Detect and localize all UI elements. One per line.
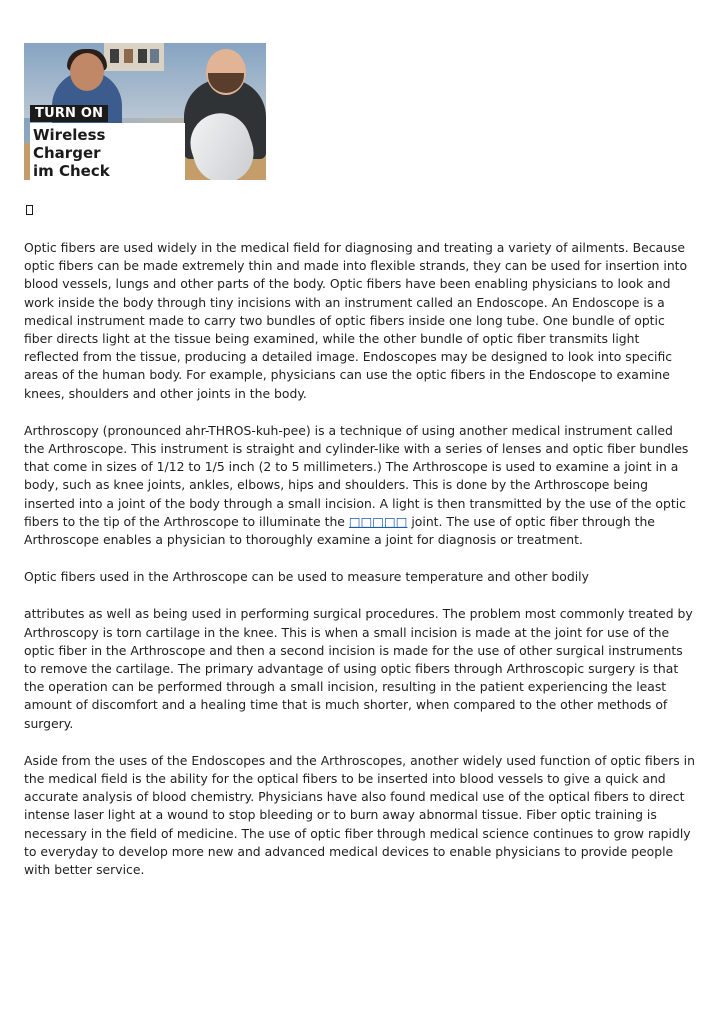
paragraph-3: Optic fibers used in the Arthroscope can be used to measure temperature and other bodily — [24, 569, 589, 585]
hero-tag-title — [30, 123, 185, 180]
paragraph-4: attributes as well as being used in performing surgical procedures. The problem most commonly treated by Arthroscopy is torn cartilage in the knee. This is when a small incision is made at the joint for use of the optic fiber in the Arthroscope and then a second incision is made for the use of other surgical instruments to remove the cartilage. The primary advantage of using optic fibers through Arthroscopic surgery is that the operation can be performed through a small incision, resulting in the patient experiencing the least amount of discomfort and a healing time that is much shorter, when compared to the other methods of surgery. — [24, 606, 693, 731]
article-body — [24, 239, 696, 898]
inline-link[interactable]: □□□□□ — [348, 513, 408, 529]
missing-glyph-icon — [26, 205, 33, 215]
hero-tag-title-line2: im Check — [33, 162, 110, 180]
hero-tag-title-line1: Wireless Charger — [33, 126, 106, 162]
paragraph-2-before: Arthroscopy (pronounced ahr-THROS-kuh-pee) is a technique of using another medical instrument called the Arthroscope. This instrument is straight and cylinder-like with a series of lenses and optic fiber bundles that come in sizes of 1/12 to 1/5 inch (2 to 5 millimeters.) The Arthroscope is used to examine a joint in a body, such as knee joints, ankles, elbows, hips and shoulders. This is done by the Arthroscope being inserted into a joint of the body through a small incision. A light is then transmitted by the use of the optic fibers to the tip of the Arthroscope to illuminate the — [24, 422, 689, 529]
hero-shelf — [104, 43, 164, 71]
hero-tag-turn-on: TURN ON — [30, 105, 108, 122]
paragraph-2-after: joint. The use of optic fiber through the Arthroscope enables a physician to thoroughly examine a joint for diagnosis or treatment. — [24, 513, 655, 548]
paragraph-2 — [24, 422, 696, 549]
paragraph-1: Optic fibers are used widely in the medical field for diagnosing and treating a variety of ailments. Because optic fibers can be made extremely thin and made into flexible strands, they can be used for insertion into blood vessels, lungs and other parts of the body. Optic fibers have been enabling physicians to look and work inside the body through tiny incisions with an instrument called an Endoscope. An Endoscope is a medical instrument made to carry two bundles of optic fibers inside one long tube. One bundle of optic fiber directs light at the tissue being examined, while the other bundle of optic fiber transmits light reflected from the tissue, producing a detailed image. Endoscopes may be designed to look into specific areas of the human body. For example, physicians can use the optic fibers in the Endoscope to examine knees, shoulders and other joints in the body. — [24, 240, 688, 401]
paragraph-5: Aside from the uses of the Endoscopes and the Arthroscopes, another widely used function of optic fibers in the medical field is the ability for the optical fibers to be inserted into blood vessels to give a quick and accurate analysis of blood chemistry. Physicians have also found medical use of the optical fibers to direct intense laser light at a wound to stop bleeding or to burn away abnormal tissue. Fiber optic training is necessary in the field of medicine. The use of optic fiber through medical science continues to grow rapidly to everyday to develop more new and advanced medical devices to enable physicians to provide people with better service. — [24, 752, 695, 878]
hero-image[interactable] — [24, 43, 266, 180]
